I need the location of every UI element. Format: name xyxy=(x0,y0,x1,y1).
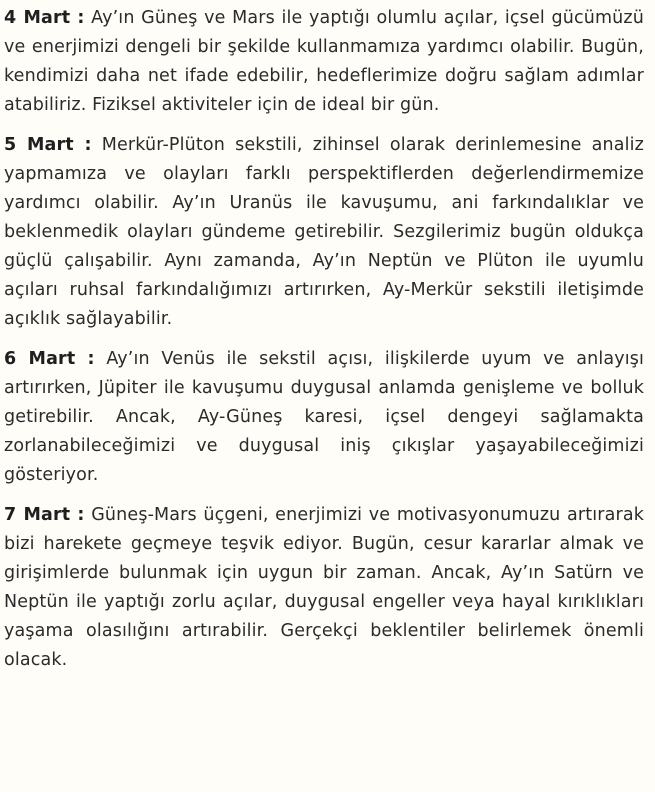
entry-date: 7 Mart : xyxy=(4,505,85,525)
entry-4-mart xyxy=(4,4,644,120)
entry-date: 6 Mart : xyxy=(4,349,95,369)
entry-text: Ay’ın Venüs ile sekstil açısı, ilişkilerde uyum ve anlayışı artırırken, Jüpiter ile kavuşumu duygusal anlamda genişleme ve bolluk getirebilir. Ancak, Ay-Güneş karesi, içsel dengeyi sağlamakta zorlanabileceğimizi ve duygusal iniş çıkışlar yaşayabileceğimizi gösteriyor. xyxy=(4,349,644,485)
entry-text: Merkür-Plüton sekstili, zihinsel olarak derinlemesine analiz yapmamıza ve olayları farklı perspektiflerden değerlendirmemize yardımcı olabilir. Ay’ın Uranüs ile kavuşumu, ani farkındalıklar ve beklenmedik olayları gündeme getirebilir. Sezgilerimiz bugün oldukça güçlü çalışabilir. Aynı zamanda, Ay’ın Neptün ve Plüton ile uyumlu açıları ruhsal farkındalığımızı artırırken, Ay-Merkür sekstili iletişimde açıklık sağlayabilir. xyxy=(4,135,644,329)
entry-date: 4 Mart : xyxy=(4,8,85,28)
entry-6-mart xyxy=(4,345,644,490)
entry-7-mart xyxy=(4,501,644,675)
entry-text: Güneş-Mars üçgeni, enerjimizi ve motivasyonumuzu artırarak bizi harekete geçmeye teşvik ediyor. Bugün, cesur kararlar almak ve girişimlerde bulunmak için uygun bir zaman. Ancak, Ay’ın Satürn ve Neptün ile yaptığı zorlu açılar, duygusal engeller veya hayal kırıklıkları yaşama olasılığını artırabilir. Gerçekçi beklentiler belirlemek önemli olacak. xyxy=(4,505,644,670)
horoscope-document xyxy=(4,4,644,686)
entry-text: Ay’ın Güneş ve Mars ile yaptığı olumlu açılar, içsel gücümüzü ve enerjimizi dengeli bir şekilde kullanmamıza yardımcı olabilir. Bugün, kendimizi daha net ifade edebilir, hedeflerimize doğru sağlam adımlar atabiliriz. Fiziksel aktiviteler için de ideal bir gün. xyxy=(4,8,645,115)
entry-date: 5 Mart : xyxy=(4,135,92,155)
entry-5-mart xyxy=(4,131,644,334)
